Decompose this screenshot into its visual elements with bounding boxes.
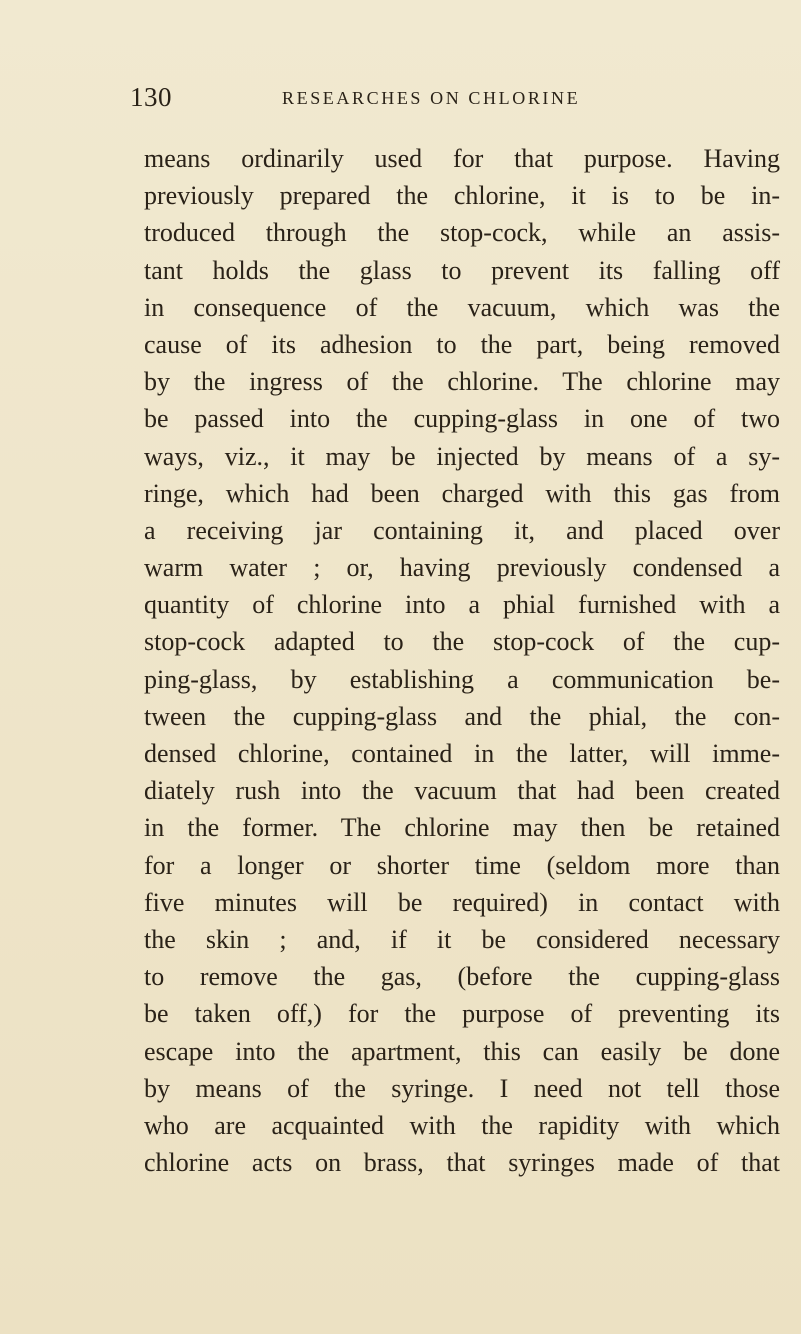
text-line: warm water ; or, having previously condensed a — [144, 553, 780, 583]
text-line: ping-glass, by establishing a communication be- — [144, 664, 780, 694]
text-line: to remove the gas, (before the cupping-glass — [144, 962, 780, 992]
text-line: for a longer or shorter time (seldom more than — [144, 850, 780, 880]
text-line: ringe, which had been charged with this gas from — [144, 478, 780, 508]
text-line: be taken off,) for the purpose of preventing its — [144, 999, 780, 1029]
text-line: densed chlorine, contained in the latter, will imme- — [144, 739, 780, 768]
text-line: in the former. The chlorine may then be retained — [144, 813, 780, 843]
text-line: troduced through the stop-cock, while an assis- — [144, 218, 780, 248]
text-line: cause of its adhesion to the part, being removed — [144, 329, 780, 359]
text-line: quantity of chlorine into a phial furnished with a — [144, 590, 780, 620]
text-line: ways, viz., it may be injected by means of a sy- — [144, 441, 780, 471]
text-line: be passed into the cupping-glass in one of two — [144, 404, 780, 434]
body-text — [144, 140, 780, 1181]
text-line: who are acquainted with the rapidity with which — [144, 1110, 780, 1140]
text-line: by means of the syringe. I need not tell those — [144, 1073, 780, 1103]
text-line: chlorine acts on brass, that syringes made of that — [144, 1148, 780, 1178]
text-line: diately rush into the vacuum that had been created — [144, 776, 780, 806]
text-line: in consequence of the vacuum, which was the — [144, 292, 780, 322]
page-header — [130, 82, 770, 122]
page-number: 130 — [130, 82, 172, 112]
text-line: the skin ; and, if it be considered necessary — [144, 924, 780, 954]
text-line: escape into the apartment, this can easily be done — [144, 1036, 780, 1066]
text-line: by the ingress of the chlorine. The chlorine may — [144, 367, 780, 397]
text-line: means ordinarily used for that purpose. Having — [144, 144, 780, 173]
text-line: tween the cupping-glass and the phial, the con- — [144, 701, 780, 731]
text-line: a receiving jar containing it, and placed over — [144, 515, 780, 545]
text-line: stop-cock adapted to the stop-cock of the cup- — [144, 627, 780, 657]
text-line: previously prepared the chlorine, it is to be in- — [144, 181, 780, 211]
text-line: tant holds the glass to prevent its falling off — [144, 255, 780, 285]
running-head: RESEARCHES ON CHLORINE — [282, 88, 581, 108]
text-line: five minutes will be required) in contact with — [144, 887, 780, 917]
